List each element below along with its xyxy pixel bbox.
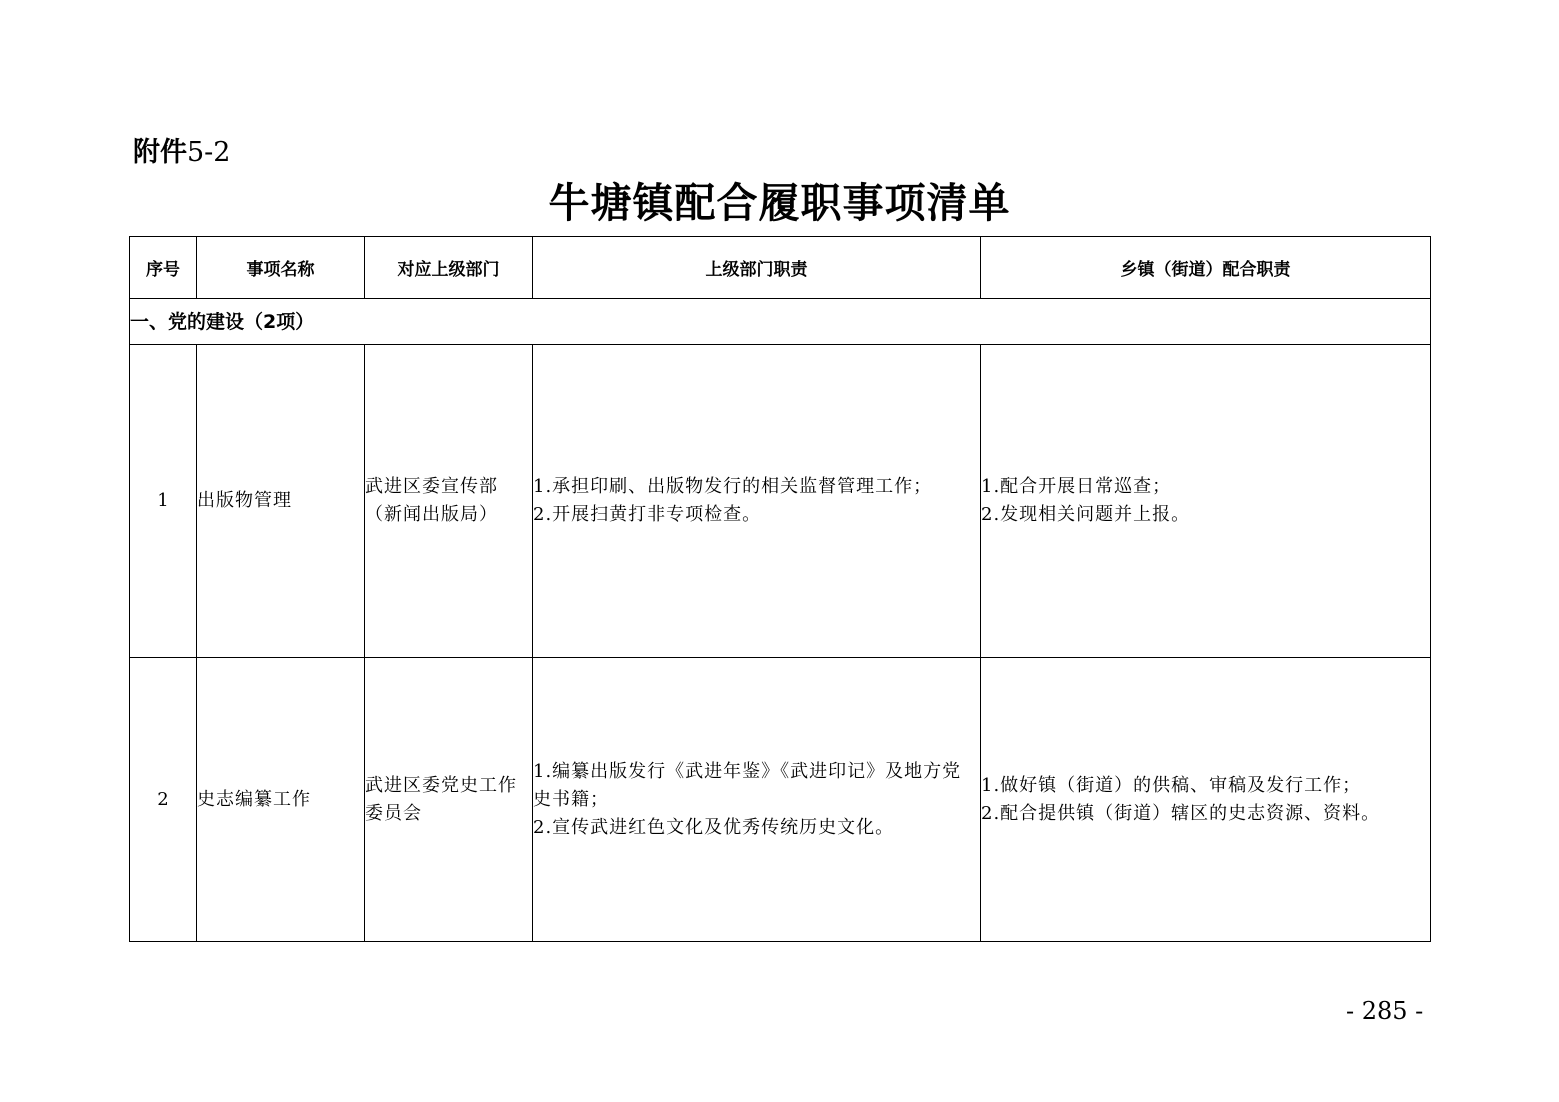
item-dept: 武进区委宣传部（新闻出版局） <box>365 345 533 658</box>
coop-line: 2.发现相关问题并上报。 <box>981 504 1191 525</box>
duty-line: 1.编纂出版发行《武进年鉴》《武进印记》及地方党史书籍； <box>533 760 962 810</box>
item-name: 史志编纂工作 <box>197 658 365 942</box>
section-title: 一、党的建设（2项） <box>130 299 1431 345</box>
item-coop <box>981 345 1431 658</box>
coop-line: 2.配合提供镇（街道）辖区的史志资源、资料。 <box>981 802 1381 824</box>
page-title: 牛塘镇配合履职事项清单 <box>548 179 1011 227</box>
item-duty <box>533 658 981 942</box>
row-number: 1 <box>130 345 197 658</box>
attachment-label <box>133 136 230 170</box>
table-row <box>130 658 1431 942</box>
table-header-row <box>130 237 1431 299</box>
page-number: - 285 - <box>1346 997 1424 1025</box>
attachment-number: 5-2 <box>187 137 231 168</box>
duty-line: 2.宣传武进红色文化及优秀传统历史文化。 <box>533 816 895 838</box>
item-dept: 武进区委党史工作委员会 <box>365 658 533 942</box>
column-header-num: 序号 <box>130 237 197 299</box>
duty-line: 1.承担印刷、出版物发行的相关监督管理工作； <box>533 476 933 497</box>
column-header-duty: 上级部门职责 <box>533 237 981 299</box>
coop-line: 1.配合开展日常巡查； <box>981 476 1172 497</box>
column-header-dept: 对应上级部门 <box>365 237 533 299</box>
item-coop <box>981 658 1431 942</box>
item-duty <box>533 345 981 658</box>
section-row <box>130 299 1431 345</box>
duty-table <box>129 236 1431 942</box>
item-name: 出版物管理 <box>197 345 365 658</box>
column-header-coop: 乡镇（街道）配合职责 <box>981 237 1431 299</box>
duty-line: 2.开展扫黄打非专项检查。 <box>533 504 762 525</box>
attachment-prefix: 附件 <box>133 137 187 168</box>
row-number: 2 <box>130 658 197 942</box>
coop-line: 1.做好镇（街道）的供稿、审稿及发行工作； <box>981 774 1362 796</box>
table-row <box>130 345 1431 658</box>
column-header-name: 事项名称 <box>197 237 365 299</box>
